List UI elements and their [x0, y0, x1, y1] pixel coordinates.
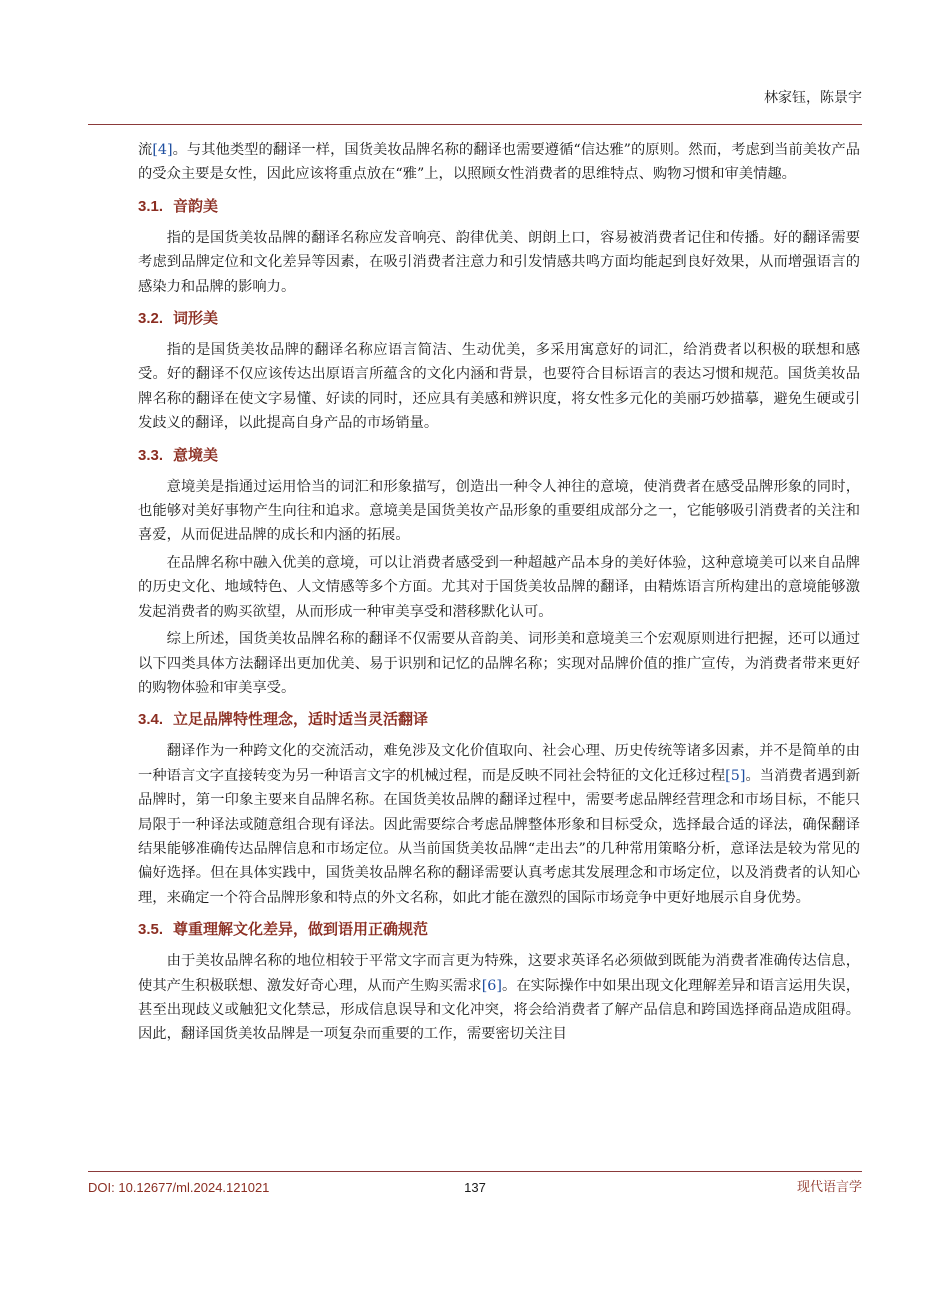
citation-link[interactable]: [4]	[152, 142, 173, 158]
intro-paragraph: 流[4]。与其他类型的翻译一样，国货美妆品牌名称的翻译也需要遵循“信达雅”的原则。然而，考虑到当前美妆产品的受众主要是女性，因此应该将重点放在“雅”上，以照顾女性消费者的思维特点、购物习惯和审美情趣。	[138, 142, 861, 183]
paragraph: 在品牌名称中融入优美的意境，可以让消费者感受到一种超越产品本身的美好体验，这种意境美可以来自品牌的历史文化、地域特色、人文情感等多个方面。尤其对于国货美妆品牌的翻译，由精炼语言所构建出的意境能够激发起消费者的购买欲望，从而形成一种审美享受和潜移默化认可。	[138, 554, 860, 620]
footer-divider	[88, 1171, 862, 1172]
journal-name[interactable]: 现代语言学	[796, 1180, 862, 1195]
paragraph: 综上所述，国货美妆品牌名称的翻译不仅需要从音韵美、词形美和意境美三个宏观原则进行把握，还可以通过以下四类具体方法翻译出更加优美、易于识别和记忆的品牌名称；实现对品牌价值的推广宣传，为消费者带来更好的购物体验和审美享受。	[138, 631, 860, 696]
paragraph: 意境美是指通过运用恰当的词汇和形象描写，创造出一种令人神往的意境，使消费者在感受品牌形象的同时，也能够对美好事物产生向往和追求。意境美是国货美妆产品形象的重要组成部分之一，它能够吸引消费者的关注和喜爱，从而促进品牌的成长和内涵的拓展。	[138, 478, 860, 544]
header-divider	[88, 124, 862, 125]
citation-link[interactable]: [5]	[725, 767, 746, 784]
paragraph: 指的是国货美妆品牌的翻译名称应发音响亮、韵律优美、朗朗上口，容易被消费者记住和传播。好的翻译需要考虑到品牌定位和文化差异等因素，在吸引消费者注意力和引发情感共鸣方面均能起到良好效果，从而增强语言的感染力和品牌的影响力。	[138, 229, 860, 295]
paragraph: 翻译作为一种跨文化的交流活动，难免涉及文化价值取向、社会心理、历史传统等诸多因素，并不是简单的由一种语言文字直接转变为另一种语言文字的机械过程，而是反映不同社会特征的文化迁移过程[5]。当消费者遇到新品牌时，第一印象主要来自品牌名称。在国货美妆品牌的翻译过程中，需要考虑品牌经营理念和市场目标，不能只局限于一种译法或随意组合现有译法。因此需要综合考虑品牌整体形象和目标受众，选择最合适的译法，确保翻译结果能够准确传达品牌信息和市场定位。从当前国货美妆品牌“走出去”的几种常用策略分析，意译法是较为常见的偏好选择。但在具体实践中，国货美妆品牌名称的翻译需要认真考虑其发展理念和市场定位，以及消费者的认知心理，来确定一个符合品牌形象和特点的外文名称，如此才能在激烈的国际市场竞争中更好地展示自身优势。	[138, 743, 861, 906]
article-body	[138, 138, 860, 1050]
citation-link[interactable]: [6]	[481, 977, 502, 994]
paragraph: 指的是国货美妆品牌的翻译名称应语言简洁、生动优美，多采用寓意好的词汇，给消费者以积极的联想和感受。好的翻译不仅应该传达出原语言所蕴含的文化内涵和背景，也要符合目标语言的表达习惯和规范。国货美妆品牌名称的翻译在使文字易懂、好读的同时，还应具有美感和辨识度，将女性多元化的美丽巧妙描摹，避免生硬或引发歧义的翻译，以此提高自身产品的市场销量。	[138, 342, 860, 432]
doi-link[interactable]: DOI: 10.12677/ml.2024.121021	[88, 1180, 270, 1195]
section-heading-3-1: 3.1. 音韵美	[138, 197, 219, 215]
page-number: 137	[464, 1180, 486, 1195]
page-footer	[88, 1178, 862, 1198]
section-heading-3-2: 3.2. 词形美	[138, 310, 219, 328]
section-heading-3-5: 3.5. 尊重理解文化差异，做到语用正确规范	[138, 921, 429, 939]
section-heading-3-4: 3.4. 立足品牌特性理念，适时适当灵活翻译	[138, 711, 429, 729]
section-heading-3-3: 3.3. 意境美	[138, 446, 219, 464]
paragraph: 由于美妆品牌名称的地位相较于平常文字而言更为特殊，这要求英译名必须做到既能为消费者准确传达信息，使其产生积极联想、激发好奇心理，从而产生购买需求[6]。在实际操作中如果出现文化理解差异和语言运用失误，甚至出现歧义或触犯文化禁忌，形成信息误导和文化冲突，将会给消费者了解产品信息和跨国选择商品造成阻碍。因此，翻译国货美妆品牌是一项复杂而重要的工作，需要密切关注目	[138, 953, 861, 1043]
running-header-authors: 林家钰，陈景宇	[764, 90, 862, 106]
